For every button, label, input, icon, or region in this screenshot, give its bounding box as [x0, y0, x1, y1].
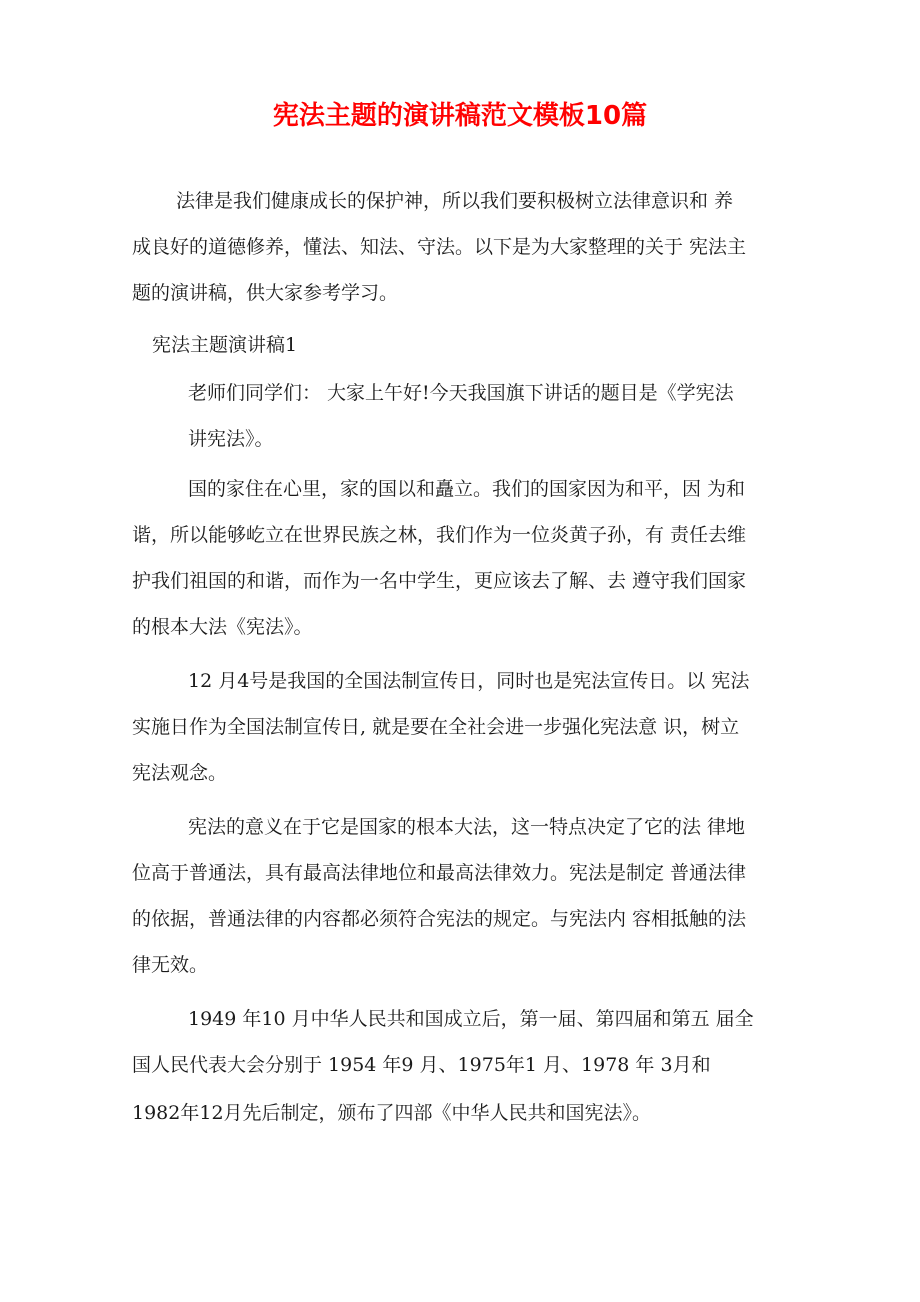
para1-line-4: 的根本大法《宪法》。 — [132, 616, 313, 638]
document-title: 宪法主题的演讲稿范文模板10篇 — [272, 101, 648, 131]
para2-line-3: 宪法观念。 — [132, 762, 228, 784]
intro-line-2: 成良好的道德修养，懂法、知法、守法。以下是为大家整理的关于 宪法主 — [132, 236, 747, 258]
para4-line-3: 1982年12月先后制定，颁布了四部《中华人民共和国宪法》。 — [132, 1102, 652, 1124]
para1-line-1: 国的家住在心里，家的国以和矗立。我们的国家因为和平，因 为和 — [188, 478, 746, 500]
para1-line-2: 谐，所以能够屹立在世界民族之林，我们作为一位炎黄子孙，有 责任去维 — [132, 524, 747, 546]
intro-line-1: 法律是我们健康成长的保护神，所以我们要积极树立法律意识和 养 — [176, 190, 734, 212]
para2-line-1: 12 月4号是我国的全国法制宣传日，同时也是宪法宣传日。以 宪法 — [188, 670, 750, 692]
para4-line-1: 1949 年10 月中华人民共和国成立后，第一届、第四届和第五 届全 — [188, 1008, 754, 1030]
greeting-line-1: 老师们同学们： 大家上午好!今天我国旗下讲话的题目是《学宪法 — [188, 382, 734, 404]
greeting-line-2: 讲宪法》。 — [188, 428, 274, 450]
para3-line-3: 的依据，普通法律的内容都必须符合宪法的规定。与宪法内 容相抵触的法 — [132, 908, 747, 930]
para2-line-2: 实施日作为全国法制宣传日, 就是要在全社会进一步强化宪法意 识，树立 — [132, 716, 740, 738]
para1-line-3: 护我们祖国的和谐，而作为一名中学生，更应该去了解、去 遵守我们国家 — [132, 570, 747, 592]
para3-line-1: 宪法的意义在于它是国家的根本大法，这一特点决定了它的法 律地 — [188, 816, 746, 838]
para4-line-2: 国人民代表大会分别于 1954 年9 月、1975年1 月、1978 年 3月和 — [132, 1054, 711, 1076]
para3-line-2: 位高于普通法，具有最高法律地位和最高法律效力。宪法是制定 普通法律 — [132, 862, 747, 884]
intro-line-3: 题的演讲稿，供大家参考学习。 — [132, 282, 399, 304]
section-heading: 宪法主题演讲稿1 — [152, 334, 298, 356]
para3-line-4: 律无效。 — [132, 954, 209, 976]
